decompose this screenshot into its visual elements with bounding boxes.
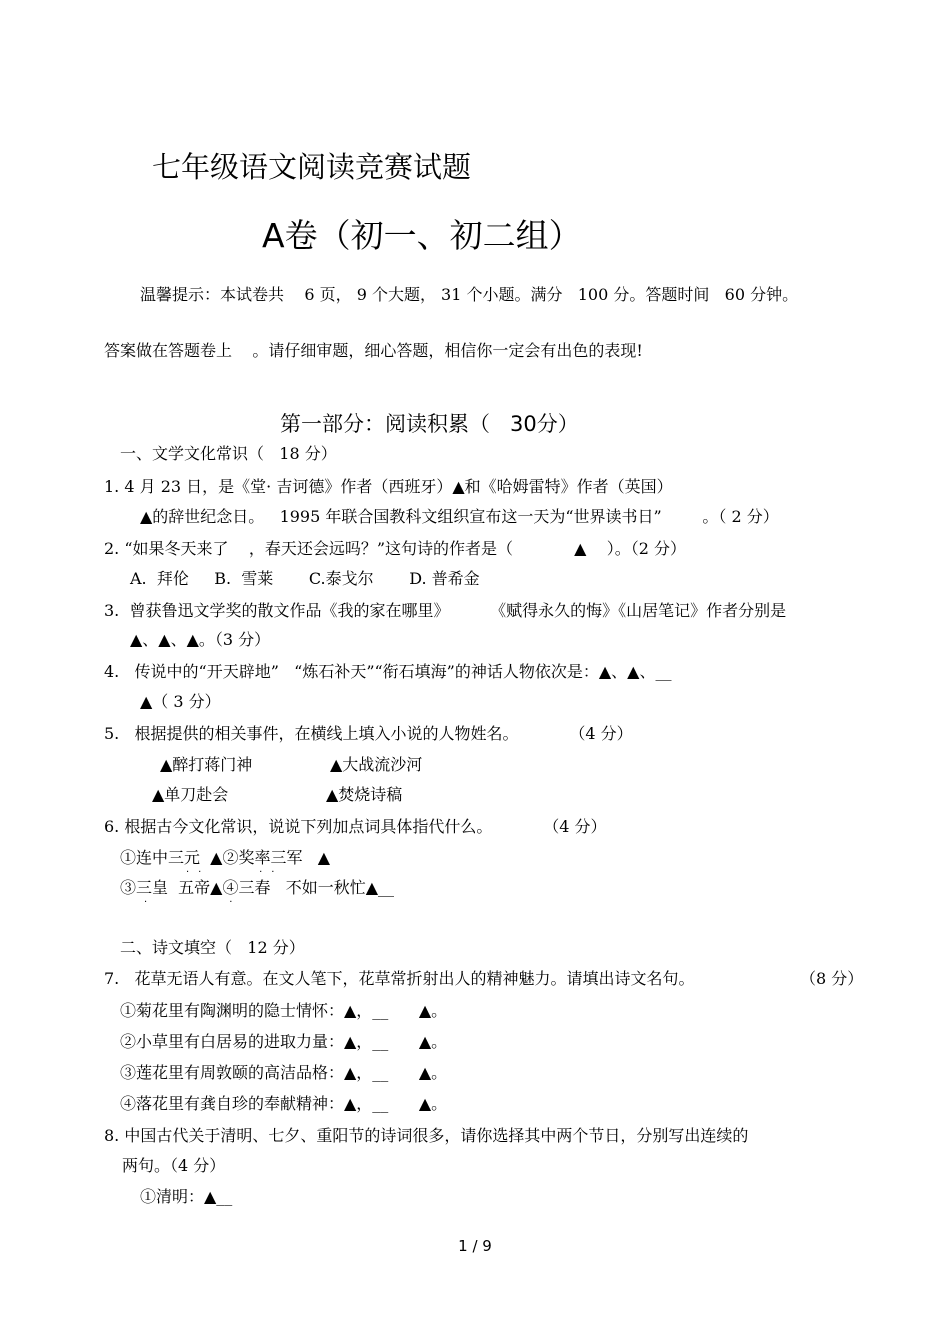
page-number: 1 / 9 — [458, 1237, 492, 1255]
q5-item-a: ▲醉打蒋门神 — [160, 755, 253, 774]
tips-line-2: 答案做在答题卷上 。请仔细审题，细心答题，相信你一定会有出色的表现! — [104, 341, 643, 360]
q6-line-2: ①连中三元 ▲②奖率三军 ▲ — [120, 848, 331, 867]
q5-item-d: ▲焚烧诗稿 — [326, 785, 403, 804]
q8-item-a: ①清明：▲__ — [140, 1187, 233, 1206]
q8-line-1: 8. 中国古代关于清明、七夕、重阳节的诗词很多，请你选择其中两个节日，分别写出连续的 — [104, 1126, 749, 1145]
q7-item-a: ①菊花里有陶渊明的隐士情怀：▲，__ ▲。 — [120, 1001, 448, 1020]
q6-line-1: 6. 根据古今文化常识，说说下列加点词具体指代什么。 （4 分） — [104, 817, 607, 836]
q1-line-1: 1. 4 月 23 日，是《堂· 吉诃德》作者（西班牙）▲和《哈姆雷特》作者（英国） — [104, 477, 673, 496]
q7-score: （8 分） — [800, 969, 864, 988]
q3-line-2: ▲、▲、▲。（3 分） — [130, 630, 271, 649]
q7-item-c: ③莲花里有周敦颐的高洁品格：▲，__ ▲。 — [120, 1063, 448, 1082]
q1-line-2: ▲的辞世纪念日。 1995 年联合国教科文组织宣布这一天为“世界读书日” 。（ 2 分） — [140, 507, 779, 526]
q7-item-b: ②小草里有白居易的进取力量：▲，__ ▲。 — [120, 1032, 448, 1051]
q3-line-1: 3. 曾获鲁迅文学奖的散文作品《我的家在哪里》 《赋得永久的悔》《山居笔记》作者分别是 — [104, 601, 787, 620]
q5-item-c: ▲单刀赴会 — [152, 785, 229, 804]
tips-line-1: 温馨提示：本试卷共 6 页， 9 个大题， 31 个小题。满分 100 分。答题时间 60 分钟。 — [140, 285, 799, 304]
q7-line-1: 7. 花草无语人有意。在文人笔下，花草常折射出人的精神魅力。请填出诗文名句。 — [104, 969, 695, 988]
exam-title: 七年级语文阅读竞赛试题 — [152, 150, 472, 184]
q4-line-2: ▲（ 3 分） — [140, 692, 221, 711]
section2-heading: 二、诗文填空（ 12 分） — [120, 938, 305, 957]
part1-title: 第一部分：阅读积累（ 30分） — [280, 412, 579, 436]
q6-line-3: ③三皇 五帝▲④三春 不如一秋忙▲__ — [120, 878, 395, 897]
section1-heading: 一、文学文化常识（ 18 分） — [120, 444, 337, 463]
q5-item-b: ▲大战流沙河 — [330, 755, 423, 774]
q8-line-2: 两句。（4 分） — [122, 1156, 226, 1175]
q2-options: A. 拜伦 B. 雪莱 C.泰戈尔 D. 普希金 — [130, 569, 480, 588]
emphasis-dots: ·· ·· — [186, 867, 284, 878]
q7-item-d: ④落花里有龚自珍的奉献精神：▲，__ ▲。 — [120, 1094, 448, 1113]
q4-line-1: 4. 传说中的“开天辟地” “炼石补天”“衔石填海”的神话人物依次是：▲、▲、__ — [104, 662, 672, 681]
emphasis-dots: · · — [144, 897, 242, 908]
q2-line-1: 2. “如果冬天来了 ，春天还会远吗？”这句诗的作者是（ ▲ ）。（2 分） — [104, 539, 687, 558]
exam-subtitle: A卷（初一、初二组） — [262, 216, 582, 255]
q5-line-1: 5. 根据提供的相关事件，在横线上填入小说的人物姓名。 （4 分） — [104, 724, 633, 743]
